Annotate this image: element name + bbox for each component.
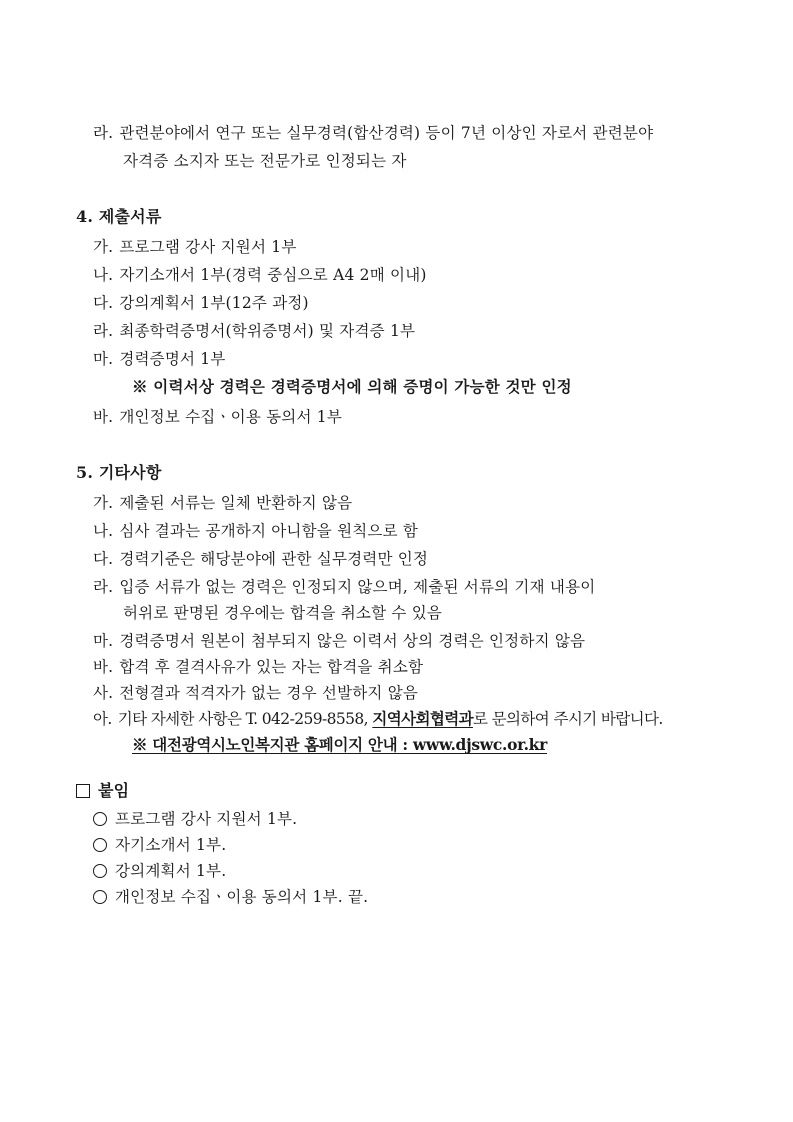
section-5-item-na [93,521,418,541]
attachments-title [76,781,129,801]
section-5-item-ga [93,493,352,513]
item-text: 전형결과 적격자가 없는 경우 선발하지 않음 [119,684,419,702]
section-5-item-da [93,549,428,569]
attachments-title-text: 붙임 [98,781,130,800]
contact-prefix: 기타 자세한 사항은 T. 042-259-8558, [117,710,373,728]
contact-department: 지역사회협력과 [372,709,473,728]
section-4-note: ※ 이력서상 경력은 경력증명서에 의해 증명이 가능한 것만 인정 [132,377,572,396]
attachment-text: 개인정보 수집ㆍ이용 동의서 1부. 끝. [115,888,369,906]
section-5-item-sa [93,683,418,703]
item-label: 라. [93,322,114,340]
item-label: 마. [93,350,114,368]
section-5-item-ba [93,657,423,677]
circle-bullet-icon [93,812,107,826]
item-label: 사. [93,684,114,702]
item-label: 아. [93,710,112,728]
section-4-title: 4. 제출서류 [76,207,162,226]
section-5-item-a-contact [93,709,663,729]
item-text: 개인정보 수집ㆍ이용 동의서 1부 [119,408,343,426]
item-label: 나. [93,522,114,540]
item-label: 다. [93,550,114,568]
item-text: 합격 후 결격사유가 있는 자는 합격을 취소함 [119,658,424,676]
circle-bullet-icon [93,838,107,852]
circle-bullet-icon [93,864,107,878]
item-label: 마. [93,632,114,650]
item-label: 나. [93,266,114,284]
section-4-item-ra [93,321,415,341]
item-label: 가. [93,238,114,256]
item-text: 자기소개서 1부(경력 중심으로 A4 2매 이내) [119,266,427,284]
homepage-note: ※ 대전광역시노인복지관 홈페이지 안내 : www.djswc.or.kr [132,735,547,754]
section-4-item-ga [93,237,297,257]
section-4-item-ma [93,349,226,369]
item-label: 다. [93,294,114,312]
item-label: 라. [93,578,114,596]
item-label: 바. [93,408,114,426]
item-text: 최종학력증명서(학위증명서) 및 자격증 1부 [119,322,416,340]
item-label: 라. [93,124,114,142]
attachment-item [93,809,297,829]
section-4-item-na [93,265,427,285]
section-5-title: 5. 기타사항 [76,463,162,482]
item-text: 입증 서류가 없는 경력은 인정되지 않으며, 제출된 서류의 기재 내용이 [119,578,596,596]
checkbox-square-icon [76,784,90,798]
item-text: 심사 결과는 공개하지 아니함을 원칙으로 함 [119,522,419,540]
item-label: 바. [93,658,114,676]
contact-suffix: 로 문의하여 주시기 바랍니다. [472,710,663,728]
attachment-item [93,861,226,881]
attachment-item [93,887,368,907]
attachment-text: 프로그램 강사 지원서 1부. [115,810,298,828]
section-4-item-da [93,293,309,313]
section-4-item-ba [93,407,342,427]
section-5-item-ma [93,631,585,651]
item-label: 가. [93,494,114,512]
attachment-text: 강의계획서 1부. [115,862,227,880]
item-text: 경력증명서 원본이 첨부되지 않은 이력서 상의 경력은 인정하지 않음 [119,632,586,650]
item-text: 강의계획서 1부(12주 과정) [119,294,309,312]
circle-bullet-icon [93,890,107,904]
qualification-item-ra [93,123,653,143]
qualification-item-ra-continuation: 자격증 소지자 또는 전문가로 인정되는 자 [123,152,407,170]
item-text: 제출된 서류는 일체 반환하지 않음 [119,494,353,512]
item-text: 경력기준은 해당분야에 관한 실무경력만 인정 [119,550,429,568]
item-text: 경력증명서 1부 [119,350,226,368]
section-5-item-ra-continuation: 허위로 판명된 경우에는 합격을 취소할 수 있음 [123,604,443,622]
section-5-item-ra [93,577,595,597]
attachment-text: 자기소개서 1부. [115,836,227,854]
attachment-item [93,835,226,855]
item-text: 관련분야에서 연구 또는 실무경력(합산경력) 등이 7년 이상인 자로서 관련분야 [119,124,654,142]
item-text: 프로그램 강사 지원서 1부 [119,238,297,256]
